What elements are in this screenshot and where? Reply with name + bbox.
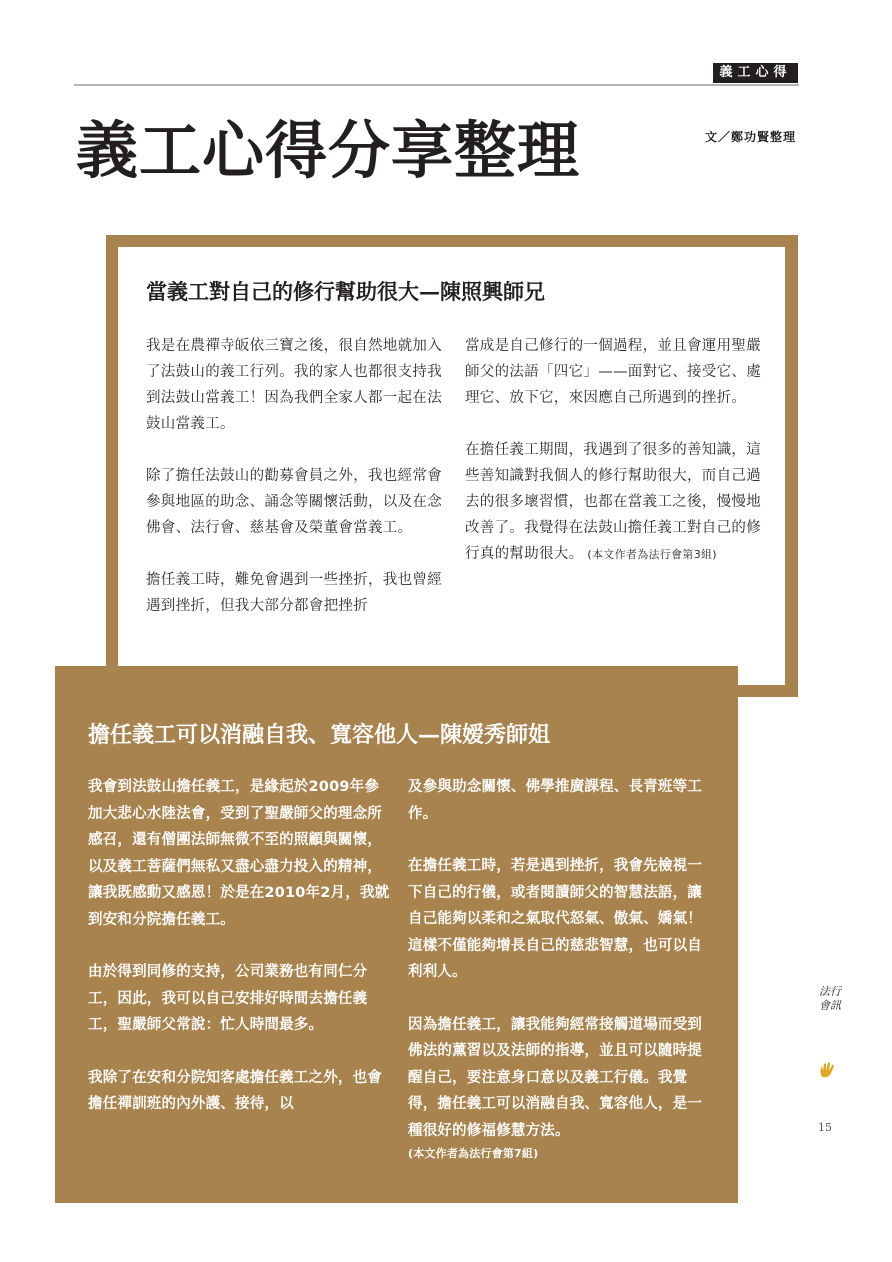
article1-title: 當義工對自己的修行幫助很大—陳照興師兄 (146, 279, 545, 304)
article2-right-column (408, 774, 710, 1164)
article2-panel-extension (55, 666, 118, 697)
article2-paragraph: 及參與助念關懷、佛學推廣課程、長青班等工作。 (408, 779, 702, 822)
article1-paragraph: 除了擔任法鼓山的勸募會員之外，我也經常會參與地區的助念、誦念等關懷活動，以及在念佛會、法行會、慈基會及榮董會當義工。 (146, 468, 442, 536)
section-tag: 義工心得 (713, 63, 798, 83)
article1-paragraph: 擔任義工時，難免會遇到一些挫折，我也曾經遇到挫折，但我大部分都會把挫折 (146, 572, 442, 614)
article1-paragraph-text: 在擔任義工期間，我遇到了很多的善知識，這些善知識對我個人的修行幫助很大，而自己過去的很多壞習慣，也都在當義工之後，慢慢地改善了。我覺得在法鼓山擔任義工對自己的修行真的幫助很大。 (465, 442, 761, 562)
article2-left-column (88, 774, 390, 1144)
article1-left-column (146, 333, 446, 645)
article1-paragraph: 我是在農禪寺皈依三寶之後，很自然地就加入了法鼓山的義工行列。我的家人也都很支持我到法鼓山當義工！因為我們全家人都一起在法鼓山當義工。 (146, 338, 442, 432)
article2-paragraph: 我除了在安和分院知客處擔任義工之外，也會擔任禪訓班的內外護、接待，以 (88, 1069, 382, 1112)
article1-author-note: (本文作者為法行會第3組) (587, 548, 717, 561)
magazine-logo: 法行會訊 (819, 985, 841, 1012)
article1-paragraph: 當成是自己修行的一個過程，並且會運用聖嚴師父的法語「四它」——面對它、接受它、處理它、放下它，來因應自己所遇到的挫折。 (465, 338, 761, 406)
header-rule (74, 84, 799, 86)
article1-paragraph (465, 437, 765, 568)
page-number: 15 (818, 1121, 832, 1134)
article1-right-column (465, 333, 765, 594)
article2-paragraph: 我會到法鼓山擔任義工，是緣起於2009年參加大悲心水陸法會，受到了聖嚴師父的理念所感召，還有僧團法師無微不至的照顧與關懷，以及義工菩薩們無私又盡心盡力投入的精神，讓我既感動又感恩！於是在2010年2月，我就到安和分院擔任義工。 (88, 779, 390, 928)
article2-paragraph: 在擔任義工時，若是遇到挫折，我會先檢視一下自己的行儀，或者閱讀師父的智慧法語，讓自己能夠以柔和之氣取代怒氣、傲氣、嬌氣！這樣不僅能夠增長自己的慈悲智慧，也可以自利利人。 (408, 858, 702, 980)
article2-paragraph: 由於得到同修的支持，公司業務也有同仁分工，因此，我可以自己安排好時間去擔任義工，聖嚴師父常說：忙人時間最多。 (88, 964, 368, 1033)
page-title: 義工心得分享整理 (76, 114, 581, 187)
byline: 文／鄭功賢整理 (705, 130, 797, 144)
article2-title: 擔任義工可以消融自我、寬容他人—陳嫒秀師姐 (88, 722, 551, 748)
article2-author-note: (本文作者為法行會第7組) (408, 1147, 539, 1160)
hand-icon (818, 1060, 838, 1080)
article2-paragraph: 因為擔任義工，讓我能夠經常接觸道場而受到佛法的薰習以及法師的指導，並且可以隨時提醒自己，要注意身口意以及義工行儀。我覺得，擔任義工可以消融自我、寬容他人，是一種很好的修福修慧方法。 (408, 1016, 702, 1139)
